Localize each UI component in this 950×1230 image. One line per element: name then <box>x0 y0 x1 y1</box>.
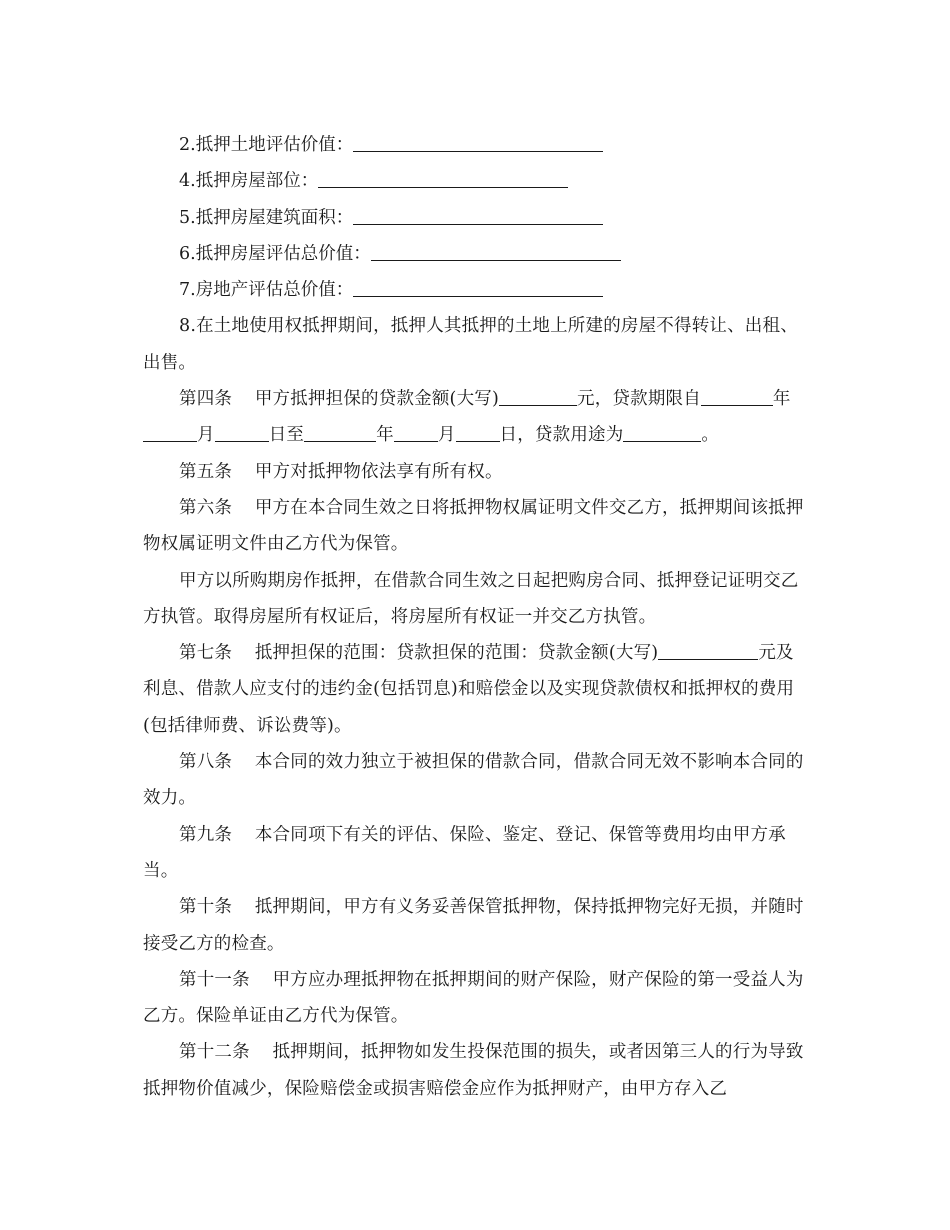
field-label: 5.抵押房屋建筑面积： <box>179 207 354 228</box>
blank-line[interactable] <box>353 205 603 224</box>
article-text: 月 <box>197 425 215 446</box>
article-text: 甲方对抵押物依法享有所有权。 <box>254 461 503 482</box>
article-6 <box>143 490 805 563</box>
blank-loan-purpose[interactable] <box>623 423 701 442</box>
article-text: 元，贷款期限自 <box>577 389 701 410</box>
paragraph-purchase: 甲方以所购期房作抵押，在借款合同生效之日起把购房合同、抵押登记证明交乙方执管。取得房屋所有权证后，将房屋所有权证一并交乙方执管。 <box>143 570 799 627</box>
article-text: 元及利息、借款人应支付的违约金(包括罚息)和赔偿金以及实现贷款债权和抵押权的费用(包括律师费、诉讼费等)。 <box>143 643 795 736</box>
blank-line[interactable] <box>318 169 568 188</box>
field-land-appraisal <box>143 127 805 163</box>
blank-start-day[interactable] <box>215 423 269 442</box>
field-label: 2.抵押土地评估价值： <box>179 135 354 155</box>
field-realestate-appraisal <box>143 272 805 308</box>
article-number: 第八条 <box>179 752 233 773</box>
article-text: 月 <box>437 425 456 446</box>
article-number: 第七条 <box>179 643 233 664</box>
blank-line[interactable] <box>371 242 621 261</box>
article-text: 抵押期间，甲方有义务妥善保管抵押物，保持抵押物完好无损，并随时接受乙方的检查。 <box>143 897 804 954</box>
article-number: 第十条 <box>179 897 233 918</box>
blank-start-year[interactable] <box>701 387 773 406</box>
article-text: 本合同项下有关的评估、保险、鉴定、登记、保管等费用均由甲方承当。 <box>143 824 786 881</box>
article-9 <box>143 817 805 890</box>
field-label: 4.抵押房屋部位： <box>179 171 319 192</box>
item-8: 8.在土地使用权抵押期间，抵押人其抵押的土地上所建的房屋不得转让、出租、出售。 <box>143 316 798 373</box>
blank-end-month[interactable] <box>394 423 438 442</box>
blank-amount[interactable] <box>499 387 577 406</box>
article-number: 第十二条 <box>179 1042 250 1063</box>
article-text: 年 <box>376 425 394 446</box>
blank-line[interactable] <box>353 278 603 297</box>
article-7 <box>143 635 805 744</box>
article-4 <box>143 381 805 454</box>
article-8 <box>143 744 805 817</box>
article-text: 甲方在本合同生效之日将抵押物权属证明文件交乙方，抵押期间该抵押物权属证明文件由乙方代为保管。 <box>143 497 804 555</box>
article-number: 第九条 <box>179 824 233 845</box>
blank-line[interactable] <box>353 133 603 152</box>
article-number: 第五条 <box>179 461 233 482</box>
article-text: 抵押担保的范围：贷款担保的范围：贷款金额(大写) <box>254 643 659 664</box>
field-house-appraisal <box>143 236 805 272</box>
article-5 <box>143 454 805 490</box>
article-text: 日至 <box>268 425 305 446</box>
article-number: 第六条 <box>179 497 233 518</box>
field-label: 7.房地产评估总价值： <box>179 280 354 301</box>
article-10 <box>143 889 805 962</box>
document-body <box>143 127 805 1107</box>
blank-guarantee-amount[interactable] <box>658 641 758 660</box>
article-text: 抵押期间，抵押物如发生投保范围的损失，或者因第三人的行为导致抵押物价值减少，保险赔偿金或损害赔偿金应作为抵押财产，由甲方存入乙 <box>143 1042 804 1099</box>
blank-start-month[interactable] <box>143 423 197 442</box>
article-text: 。 <box>701 425 720 446</box>
article-text: 甲方应办理抵押物在抵押期间的财产保险，财产保险的第一受益人为乙方。保险单证由乙方代为保管。 <box>143 969 804 1027</box>
article-12 <box>143 1034 805 1107</box>
article-text: 年 <box>772 389 791 410</box>
field-house-area <box>143 200 805 236</box>
article-text: 甲方抵押担保的贷款金额(大写) <box>254 389 500 410</box>
article-11 <box>143 962 805 1035</box>
blank-end-day[interactable] <box>456 423 500 442</box>
article-text: 本合同的效力独立于被担保的借款合同，借款合同无效不影响本合同的效力。 <box>143 752 804 809</box>
article-number: 第十一条 <box>179 969 250 990</box>
field-house-location <box>143 163 805 199</box>
blank-end-year[interactable] <box>304 423 376 442</box>
article-text: 日，贷款用途为 <box>499 425 624 446</box>
field-label: 6.抵押房屋评估总价值： <box>179 243 371 264</box>
article-number: 第四条 <box>179 389 233 410</box>
